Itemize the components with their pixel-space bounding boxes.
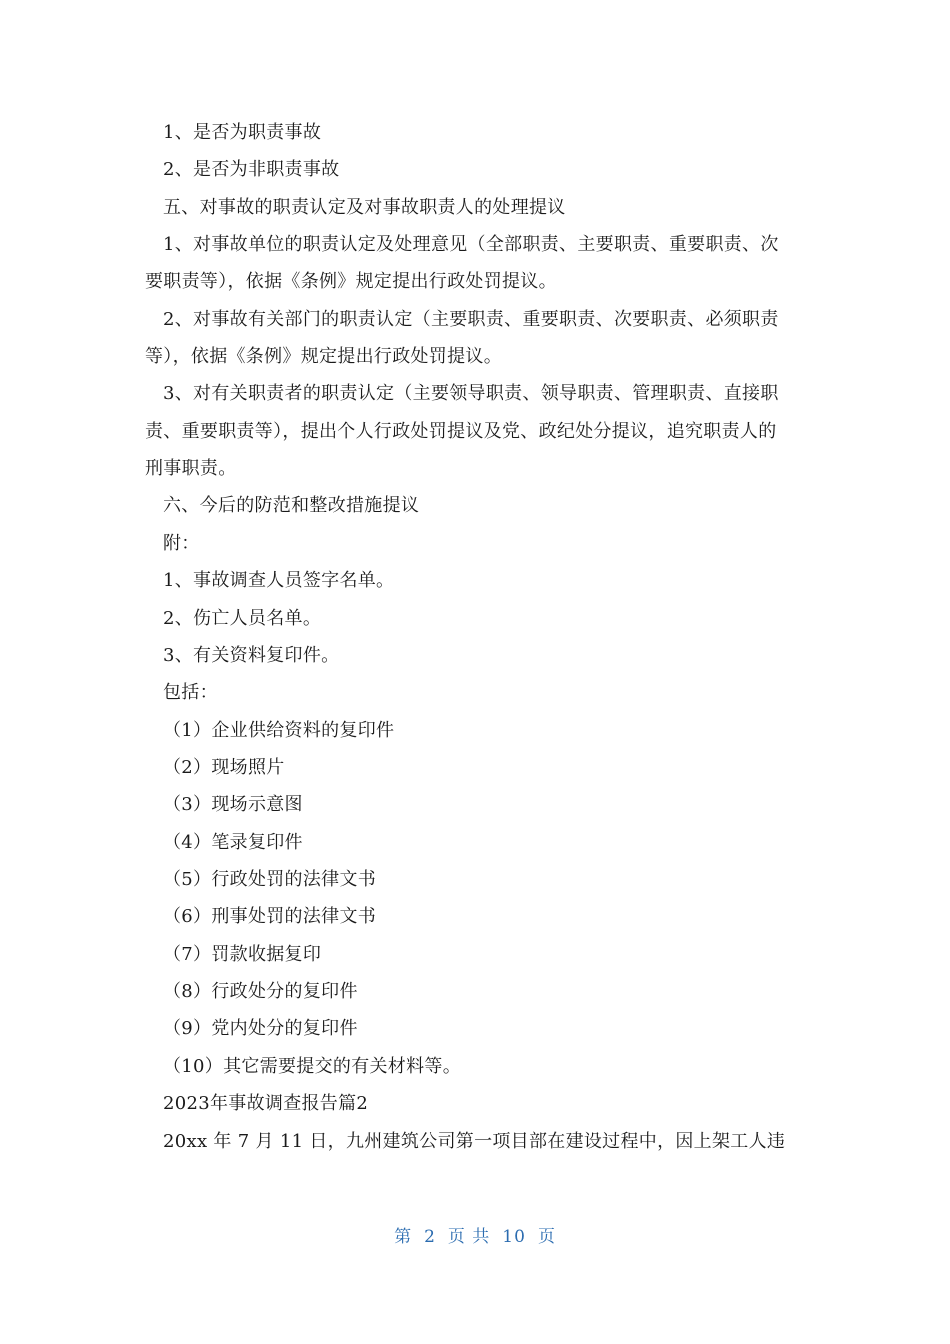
text-line: 等），依据《条例》规定提出行政处罚提议。 [145, 346, 502, 367]
footer-suffix: 页 [537, 1227, 556, 1247]
text-line: 2、是否为非职责事故 [163, 159, 340, 180]
list-item: （4）笔录复印件 [163, 832, 303, 853]
text-line: 2、对事故有关部门的职责认定（主要职责、重要职责、次要职责、必须职责 [163, 309, 779, 330]
list-item: （2）现场照片 [163, 757, 285, 778]
text-line: 1、是否为职责事故 [163, 122, 322, 143]
footer-middle: 页 共 [447, 1227, 491, 1247]
text-line: 附： [163, 533, 200, 554]
text-line: 20xx 年 7 月 11 日，九州建筑公司第一项目部在建设过程中，因上架工人违 [163, 1131, 786, 1152]
text-line: 1、对事故单位的职责认定及处理意见（全部职责、主要职责、重要职责、次 [163, 234, 779, 255]
section-heading: 六、今后的防范和整改措施提议 [163, 495, 420, 516]
list-item: （5）行政处罚的法律文书 [163, 869, 377, 890]
text-line: 2、伤亡人员名单。 [163, 608, 322, 629]
section-title: 2023年事故调查报告篇2 [163, 1093, 369, 1114]
footer-total-pages: 10 [502, 1227, 526, 1247]
list-item: （1）企业供给资料的复印件 [163, 720, 395, 741]
text-line: 责、重要职责等），提出个人行政处罚提议及党、政纪处分提议，追究职责人的 [145, 421, 777, 442]
list-item: （6）刑事处罚的法律文书 [163, 906, 377, 927]
text-line: 刑事职责。 [145, 458, 237, 479]
list-item: （8）行政处分的复印件 [163, 981, 358, 1002]
text-line: 包括： [163, 682, 218, 703]
text-line: 3、有关资料复印件。 [163, 645, 340, 666]
footer-page-number: 2 [424, 1227, 436, 1247]
list-item: （3）现场示意图 [163, 794, 303, 815]
section-heading: 五、对事故的职责认定及对事故职责人的处理提议 [163, 197, 566, 218]
list-item: （7）罚款收据复印 [163, 944, 322, 965]
text-line: 3、对有关职责者的职责认定（主要领导职责、领导职责、管理职责、直接职 [163, 383, 779, 404]
text-line: 要职责等），依据《条例》规定提出行政处罚提议。 [145, 271, 557, 292]
page-footer [0, 1226, 950, 1248]
list-item: （10）其它需要提交的有关材料等。 [163, 1056, 462, 1077]
list-item: （9）党内处分的复印件 [163, 1018, 358, 1039]
text-line: 1、事故调查人员签字名单。 [163, 570, 395, 591]
footer-prefix: 第 [394, 1227, 413, 1247]
